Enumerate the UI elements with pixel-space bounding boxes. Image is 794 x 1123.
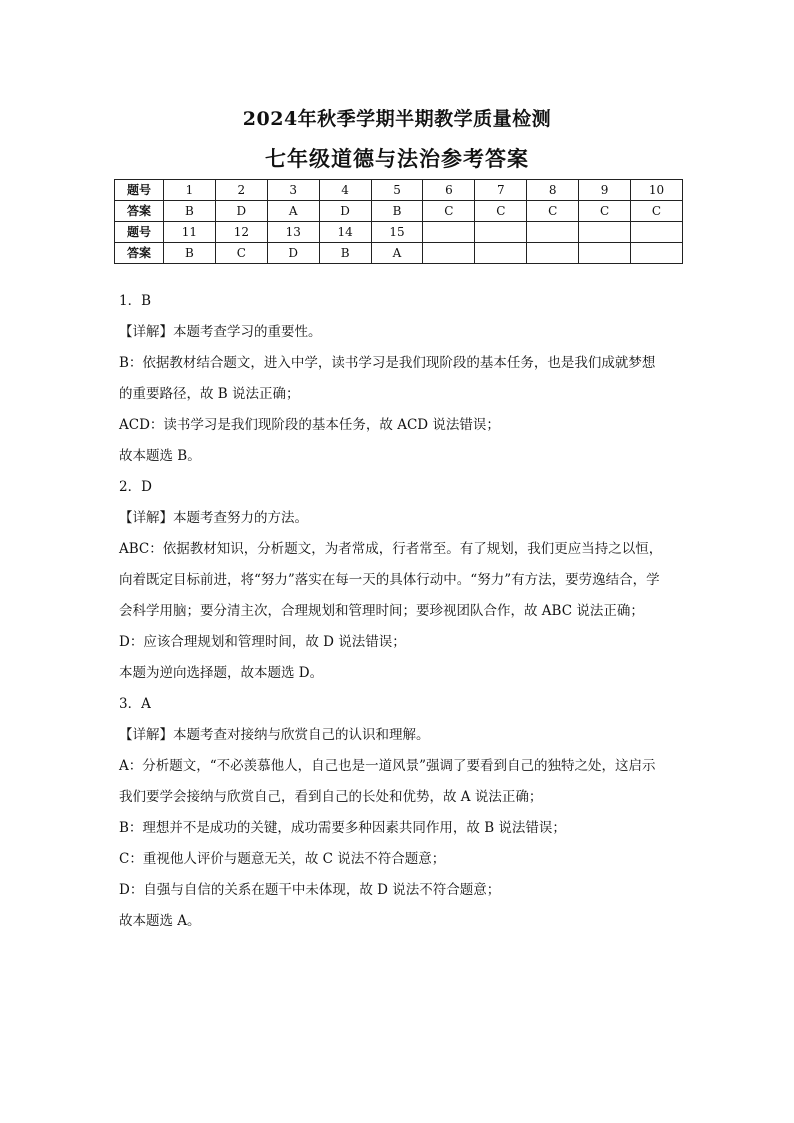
question-1-conclusion: 故本题选 B。 xyxy=(119,448,201,464)
answer-cell: C xyxy=(215,243,267,264)
table-row-answers-1 xyxy=(115,201,683,222)
answer-cell: B xyxy=(164,201,216,222)
empty-cell xyxy=(527,243,579,264)
question-number-cell: 12 xyxy=(215,222,267,243)
empty-cell xyxy=(579,243,631,264)
question-number-cell: 15 xyxy=(371,222,423,243)
question-number-cell: 2 xyxy=(215,180,267,201)
empty-cell xyxy=(423,243,475,264)
document-title: 2024年秋季学期半期教学质量检测 xyxy=(242,108,552,130)
question-3-explanation-line: C：重视他人评价与题意无关，故 C 说法不符合题意； xyxy=(119,851,446,867)
explanation-body xyxy=(119,286,679,937)
empty-cell xyxy=(631,222,683,243)
answer-cell: D xyxy=(319,201,371,222)
question-2-explanation-line: 会科学用脑；要分清主次，合理规划和管理时间；要珍视团队合作，故 ABC 说法正确； xyxy=(119,603,644,619)
question-number-cell: 11 xyxy=(164,222,216,243)
empty-cell xyxy=(423,222,475,243)
question-label-cell: 题号 xyxy=(115,180,164,201)
question-1-explanation-line: 的重要路径，故 B 说法正确； xyxy=(119,386,300,402)
question-2-explanation-line: ABC：依据教材知识，分析题文，为者常成，行者常至。有了规划，我们更应当持之以恒， xyxy=(119,541,663,557)
question-number-cell: 9 xyxy=(579,180,631,201)
question-number-cell: 5 xyxy=(371,180,423,201)
question-number-cell: 13 xyxy=(267,222,319,243)
answer-cell: A xyxy=(371,243,423,264)
answer-cell: C xyxy=(631,201,683,222)
answer-label-cell: 答案 xyxy=(115,201,164,222)
question-1-explanation-line: B：依据教材结合题文，进入中学，读书学习是我们现阶段的基本任务，也是我们成就梦想 xyxy=(119,355,656,371)
answer-cell: B xyxy=(371,201,423,222)
empty-cell xyxy=(527,222,579,243)
table-row-numbers-1 xyxy=(115,180,683,201)
answer-cell: C xyxy=(423,201,475,222)
question-1-explanation-line: ACD：读书学习是我们现阶段的基本任务，故 ACD 说法错误； xyxy=(119,417,500,433)
question-label-cell: 题号 xyxy=(115,222,164,243)
question-3-explanation-line: D：自强与自信的关系在题干中未体现，故 D 说法不符合题意； xyxy=(119,882,501,898)
question-number-cell: 6 xyxy=(423,180,475,201)
question-3-conclusion: 故本题选 A。 xyxy=(119,913,201,929)
question-2-answer: 2．D xyxy=(119,479,152,495)
answer-cell: C xyxy=(527,201,579,222)
question-3-answer: 3．A xyxy=(119,696,151,712)
answer-cell: B xyxy=(319,243,371,264)
question-3-explanation-line: 我们要学会接纳与欣赏自己，看到自己的长处和优势，故 A 说法正确； xyxy=(119,789,543,805)
question-number-cell: 3 xyxy=(267,180,319,201)
question-1-detail-heading: 【详解】本题考查学习的重要性。 xyxy=(119,324,322,340)
document-subtitle: 七年级道德与法治参考答案 xyxy=(265,146,529,171)
question-number-cell: 7 xyxy=(475,180,527,201)
answer-cell: D xyxy=(215,201,267,222)
question-3-explanation-line: A：分析题文，“不必羡慕他人，自己也是一道风景”强调了要看到自己的独特之处，这启示 xyxy=(119,758,656,774)
question-1-answer: 1．B xyxy=(119,293,152,309)
question-number-cell: 10 xyxy=(631,180,683,201)
question-number-cell: 4 xyxy=(319,180,371,201)
question-2-conclusion: 本题为逆向选择题，故本题选 D。 xyxy=(119,665,324,681)
answer-cell: C xyxy=(475,201,527,222)
question-3-explanation-line: B：理想并不是成功的关键，成功需要多种因素共同作用，故 B 说法错误； xyxy=(119,820,566,836)
answer-table xyxy=(114,179,683,264)
empty-cell xyxy=(631,243,683,264)
answer-label-cell: 答案 xyxy=(115,243,164,264)
table-row-numbers-2 xyxy=(115,222,683,243)
question-number-cell: 1 xyxy=(164,180,216,201)
answer-cell: B xyxy=(164,243,216,264)
empty-cell xyxy=(475,243,527,264)
empty-cell xyxy=(579,222,631,243)
question-2-explanation-line: 向着既定目标前进，将“努力”落实在每一天的具体行动中。“努力”有方法，要劳逸结合，学 xyxy=(119,572,660,588)
question-number-cell: 8 xyxy=(527,180,579,201)
answer-cell: D xyxy=(267,243,319,264)
table-row-answers-2 xyxy=(115,243,683,264)
question-2-explanation-line: D：应该合理规划和管理时间，故 D 说法错误； xyxy=(119,634,406,650)
answer-cell: C xyxy=(579,201,631,222)
question-3-detail-heading: 【详解】本题考查对接纳与欣赏自己的认识和理解。 xyxy=(119,727,430,743)
question-2-detail-heading: 【详解】本题考查努力的方法。 xyxy=(119,510,308,526)
empty-cell xyxy=(475,222,527,243)
answer-cell: A xyxy=(267,201,319,222)
question-number-cell: 14 xyxy=(319,222,371,243)
